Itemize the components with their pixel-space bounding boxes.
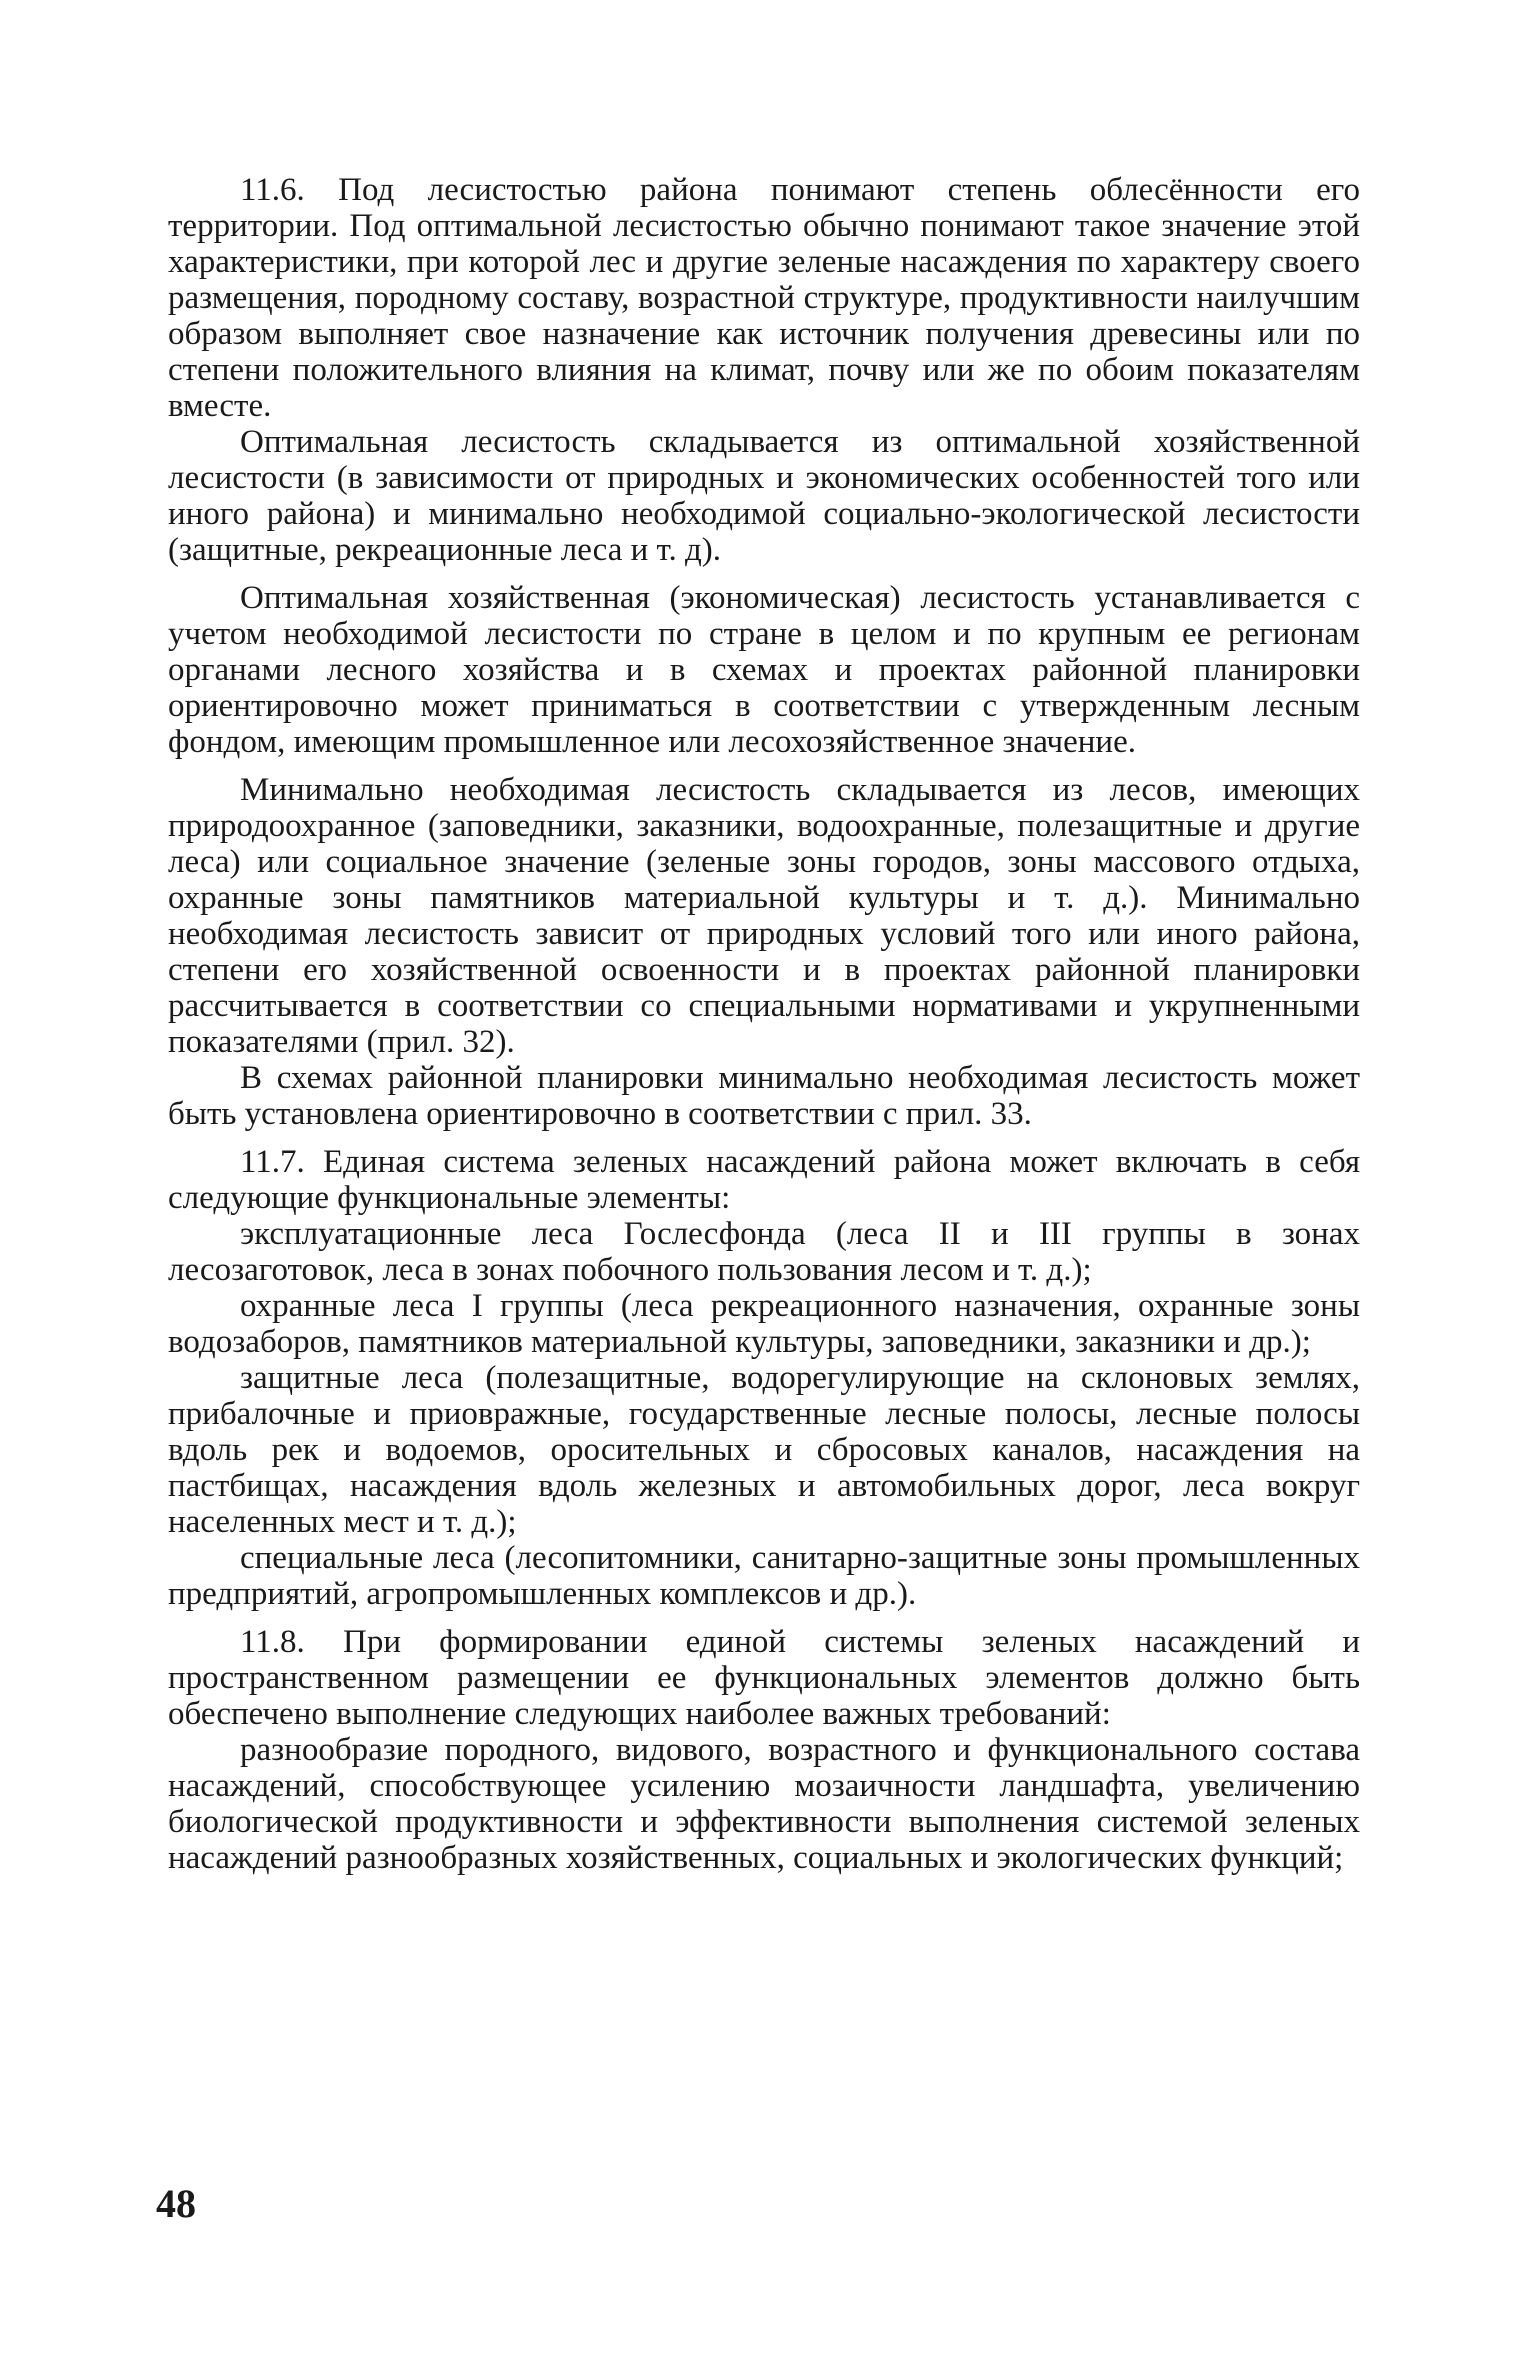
list-item-special-forests: специальные леса (лесопитомники, санитарно-защитные зоны промышленных предприятий, агропромышленных комплексов и др.). — [168, 1540, 1360, 1612]
paragraph-minimal-forest-cover: Минимально необходимая лесистость складывается из лесов, имеющих природоохранное (заповедники, заказники, водоохранные, полезащитные и другие леса) или социальное значение (зеленые зоны городов, зоны массового отдыха, охранные зоны памятников материальной культуры и т. д.). Минимально необходимая лесистость зависит от природных условий того или иного района, степени его хозяйственной освоенности и в проектах районной планировки рассчитывается в соответствии со специальными нормативами и укрупненными показателями (прил. 32). — [168, 772, 1360, 1060]
paragraph-economic-forest-cover: Оптимальная хозяйственная (экономическая) лесистость устанавливается с учетом необходимой лесистости по стране в целом и по крупным ее регионам органами лесного хозяйства и в схемах и проектах районной планировки ориентировочно может приниматься в соответствии с утвержденным лесным фондом, имеющим промышленное или лесохозяйственное значение. — [168, 580, 1360, 760]
paragraph-district-planning: В схемах районной планировки минимально необходимая лесистость может быть установлена ориентировочно в соответствии с прил. 33. — [168, 1060, 1360, 1132]
list-item-diversity: разнообразие породного, видового, возрастного и функционального состава насаждений, способствующее усилению мозаичности ландшафта, увеличению биологической продуктивности и эффективности выполнения системой зеленых насаждений разнообразных хозяйственных, социальных и экологических функций; — [168, 1732, 1360, 1876]
document-body — [168, 172, 1360, 1876]
paragraph-11-6: 11.6. Под лесистостью района понимают степень облесённости его территории. Под оптимальной лесистостью обычно понимают такое значение этой характеристики, при которой лес и другие зеленые насаждения по характеру своего размещения, породному составу, возрастной структуре, продуктивности наилучшим образом выполняет свое назначение как источник получения древесины или по степени положительного влияния на климат, почву или же по обоим показателям вместе. — [168, 172, 1360, 424]
paragraph-optimal-forest-cover: Оптимальная лесистость складывается из оптимальной хозяйственной лесистости (в зависимости от природных и экономических особенностей того или иного района) и минимально необходимой социально-экологической лесистости (защитные, рекреационные леса и т. д). — [168, 424, 1360, 568]
list-item-protected-forests: охранные леса I группы (леса рекреационного назначения, охранные зоны водозаборов, памятников материальной культуры, заповедники, заказники и др.); — [168, 1288, 1360, 1360]
list-item-exploitation-forests: эксплуатационные леса Гослесфонда (леса II и III группы в зонах лесозаготовок, леса в зонах побочного пользования лесом и т. д.); — [168, 1216, 1360, 1288]
paragraph-11-7: 11.7. Единая система зеленых насаждений района может включать в себя следующие функциональные элементы: — [168, 1144, 1360, 1216]
paragraph-11-8: 11.8. При формировании единой системы зеленых насаждений и пространственном размещении ее функциональных элементов должно быть обеспечено выполнение следующих наиболее важных требований: — [168, 1624, 1360, 1732]
page-number: 48 — [156, 2181, 196, 2226]
list-item-protective-forests: защитные леса (полезащитные, водорегулирующие на склоновых землях, прибалочные и приовражные, государственные лесные полосы, лесные полосы вдоль рек и водоемов, оросительных и сбросовых каналов, насаждения на пастбищах, насаждения вдоль железных и автомобильных дорог, леса вокруг населенных мест и т. д.); — [168, 1360, 1360, 1540]
